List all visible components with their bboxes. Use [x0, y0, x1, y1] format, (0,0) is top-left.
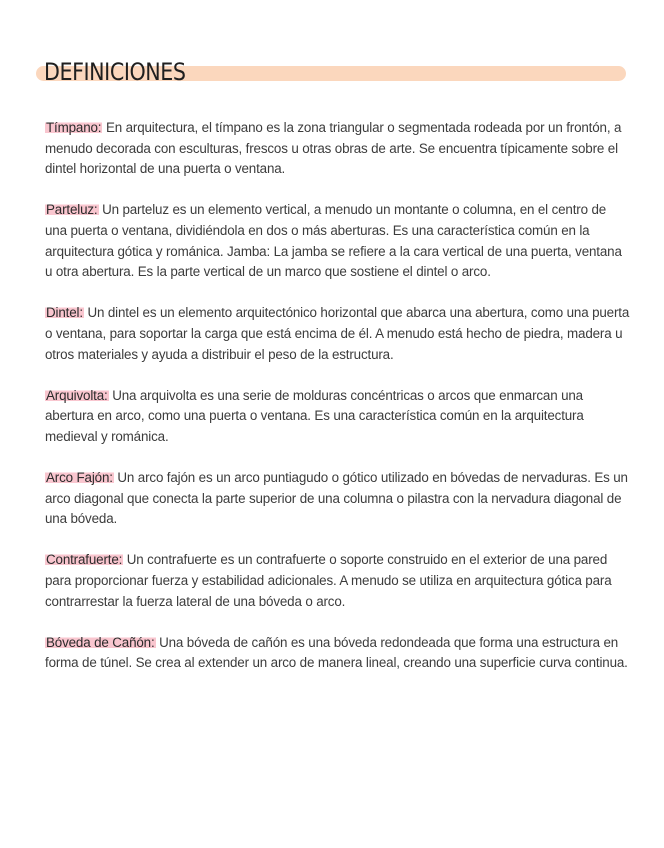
- definition-dintel: [45, 303, 630, 365]
- definition-text: Un arco fajón es un arco puntiagudo o gótico utilizado en bóvedas de nervaduras. Es un arco diagonal que conecta la parte superior de una columna o pilastra con la nervadura diagonal de una bóveda.: [45, 470, 628, 527]
- term-label: Contrafuerte:: [46, 552, 123, 568]
- term-label: Tímpano:: [46, 120, 102, 135]
- definitions-list: [45, 118, 630, 695]
- definition-text: Un contrafuerte es un contrafuerte o soporte construido en el exterior de una pared para proporcionar fuerza y estabilidad adicionales. A menudo se utiliza en arquitectura gótica para contrarrestar la fuerza lateral de una bóveda o arco.: [45, 552, 612, 609]
- term-label: Arco Fajón:: [46, 470, 113, 486]
- title-section: [36, 56, 626, 90]
- definition-contrafuerte: [45, 550, 630, 612]
- definition-arquivolta: [45, 386, 630, 448]
- definition-boveda-de-canon: [45, 633, 630, 674]
- term-label: Arquivolta:: [46, 387, 108, 403]
- term-label: Dintel:: [46, 305, 83, 321]
- definition-text: Un parteluz es un elemento vertical, a menudo un montante o columna, en el centro de una puerta o ventana, dividiéndola en dos o más aberturas. Es una característica común en la arquitectura gótica y románica. Jamba: La jamba se refiere a la cara vertical de una puerta, ventana u otra abertura. Es la parte vertical de un marco que sostiene el dintel o arco.: [45, 202, 622, 280]
- term-label: Bóveda de Cañón:: [46, 634, 155, 650]
- definition-text: Un dintel es un elemento arquitectónico horizontal que abarca una abertura, como una puerta o ventana, para soportar la carga que está encima de él. A menudo está hecho de piedra, madera u otros materiales y ayuda a distribuir el peso de la estructura.: [45, 305, 630, 362]
- definition-parteluz: [45, 200, 630, 282]
- definition-text: Una bóveda de cañón es una bóveda redondeada que forma una estructura en forma de túnel. Se crea al extender un arco de manera lineal, creando una superficie curva continua.: [45, 634, 628, 671]
- definition-arco-fajon: [45, 468, 630, 530]
- definition-timpano: [45, 118, 630, 180]
- term-label: Parteluz:: [46, 202, 98, 218]
- definition-text: Una arquivolta es una serie de molduras concéntricas o arcos que enmarcan una abertura en arco, como una puerta o ventana. Es una característica común en la arquitectura medieval y románica.: [45, 387, 584, 444]
- page-title: DEFINICIONES: [44, 58, 186, 86]
- definition-text: En arquitectura, el tímpano es la zona triangular o segmentada rodeada por un frontón, a menudo decorada con esculturas, frescos u otras obras de arte. Se encuentra típicamente sobre el dintel horizontal de una puerta o ventana.: [45, 120, 622, 177]
